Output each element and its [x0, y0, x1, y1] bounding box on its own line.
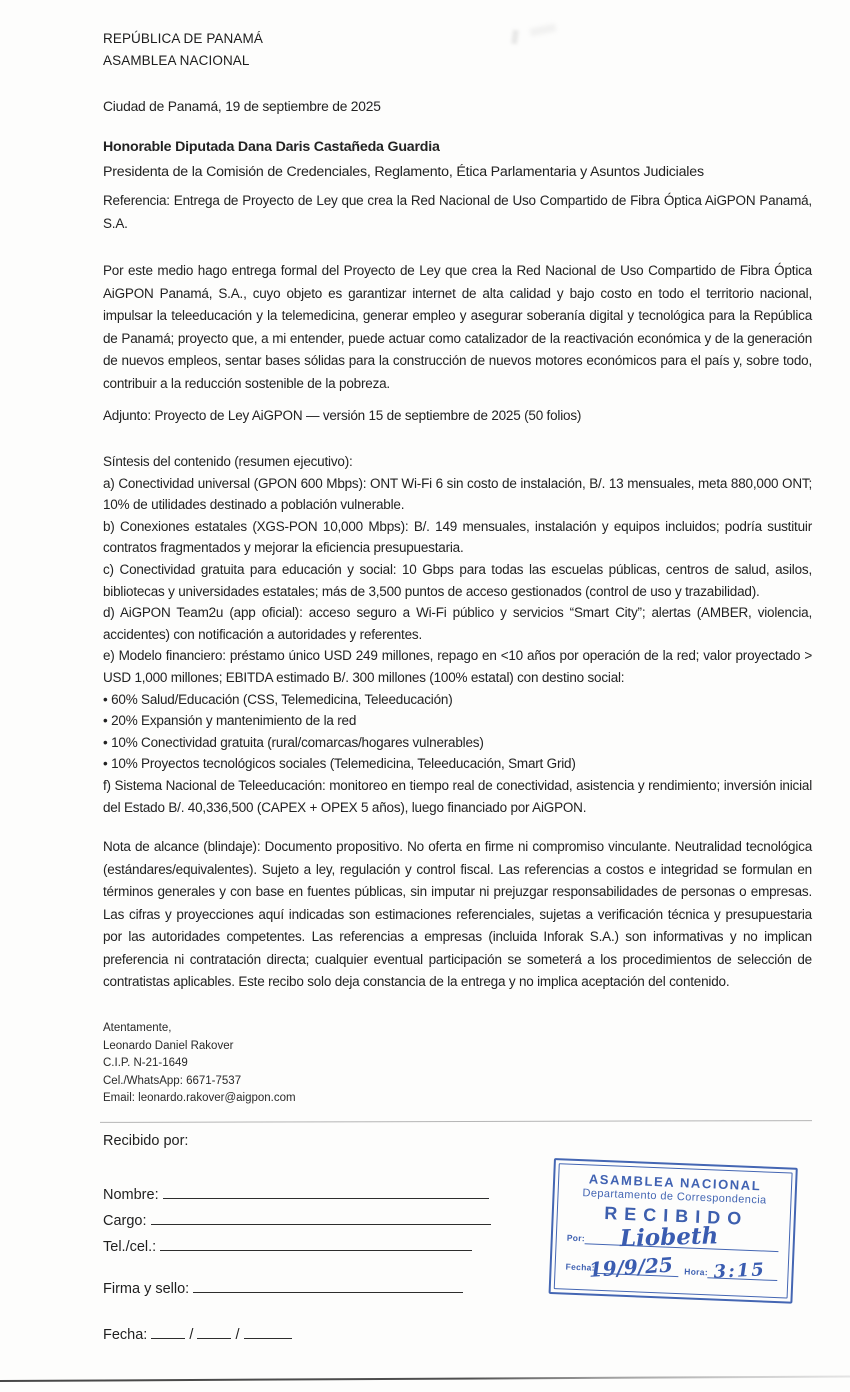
synthesis-bullet-1: • 60% Salud/Educación (CSS, Telemedicina, Teleeducación) [103, 691, 453, 707]
recipient-block [103, 136, 812, 183]
receipt-role-blank [151, 1211, 491, 1225]
reference-paragraph: Referencia: Entrega de Proyecto de Ley que crea la Red Nacional de Uso Compartido de Fibra Óptica AiGPON Panamá, S.A. [103, 193, 812, 231]
scan-artifact-line [0, 1376, 850, 1382]
synthesis-heading: Síntesis del contenido (resumen ejecutivo): [103, 454, 353, 469]
stamp-por-row [566, 1222, 780, 1253]
signature-email: Email: leonardo.rakover@aigpon.com [103, 1092, 296, 1105]
synthesis-bullet-2: • 20% Expansión y mantenimiento de la red [103, 713, 357, 729]
receipt-date-row [103, 1325, 812, 1343]
synthesis-item-a: a) Conectividad universal (GPON 600 Mbps): ONT Wi-Fi 6 sin costo de instalación, B/. 13 mensuales, meta 880,000 ONT; 10% de utilidades destinado a población vulnerable. [103, 475, 812, 513]
receipt-role-label: Cargo: [103, 1213, 147, 1229]
recipient-title: Presidenta de la Comisión de Credenciales, Reglamento, Ética Parlamentaria y Asuntos Judiciales [103, 163, 704, 180]
signature-id: C.I.P. N-21-1649 [103, 1057, 188, 1070]
scope-note-paragraph: Nota de alcance (blindaje): Documento propositivo. No oferta en firme ni compromiso vinculante. Neutralidad tecnológica (estándares/equivalentes). Sujeto a ley, regulación y control fiscal. Las referencias a costos e integridad se formulan en términos generales y con base en fuentes públicas, sin imputar ni prejuzgar responsabilidades de personas o empresas. Las cifras y proyecciones aquí indicadas son estimaciones referenciales, sujetas a verificación técnica y presupuestaria por las autoridades competentes. Las referencias a empresas (incluida Inforak S.A.) son informativas y no implican preferencia ni contratación directa; cualquier eventual participación se someterá a los procedimientos de selección de contratistas aplicables. Este recibo solo deja constancia de la entrega y no implica aceptación del contenido. [103, 839, 812, 989]
receipt-date-label: Fecha: [103, 1327, 148, 1343]
receipt-tel-label: Tel./cel.: [103, 1239, 157, 1255]
letterhead-institution: ASAMBLEA NACIONAL [103, 53, 250, 68]
receipt-date-month-blank [197, 1325, 231, 1339]
letterhead [103, 28, 812, 72]
stamp-fecha-label: Fecha: [565, 1261, 596, 1273]
recipient-name: Honorable Diputada Dana Daris Castañeda Guardia [103, 139, 440, 155]
body-paragraph: Por este medio hago entrega formal del Proyecto de Ley que crea la Red Nacional de Uso Compartido de Fibra Óptica AiGPON Panamá, S.A., cuyo objeto es garantizar internet de alta calidad y bajo costo en todo el territorio nacional, impulsar la teleeducación y la telemedicina, generar empleo y asegurar soberanía digital y tecnológica para la República de Panamá; proyecto que, a mi entender, puede actuar como catalizador de la reactivación económica y de la generación de nuevos empleos, sentar bases sólidas para la construcción de nuevos motores económicos para el país y, sobre todo, contribuir a la reducción sostenible de la pobreza. [103, 263, 812, 391]
attachment-line: Adjunto: Proyecto de Ley AiGPON — versión 15 de septiembre de 2025 (50 folios) [103, 408, 582, 423]
received-stamp-inner-border [554, 1163, 793, 1298]
stamp-hora-label: Hora: [684, 1266, 709, 1278]
signature-block [103, 1020, 812, 1108]
stamp-fecha-row [565, 1252, 777, 1283]
stamp-fecha-line [588, 1252, 679, 1282]
date-line: Ciudad de Panamá, 19 de septiembre de 2025 [103, 99, 381, 114]
letterhead-country: REPÚBLICA DE PANAMÁ [103, 31, 263, 46]
stamp-org-name: ASAMBLEA NACIONAL [588, 1171, 762, 1194]
receipt-name-blank [163, 1185, 489, 1199]
stamp-received-text: RECIBIDO [603, 1203, 749, 1229]
signature-phone: Cel./WhatsApp: 6671-7537 [103, 1074, 242, 1087]
signature-name: Leonardo Daniel Rakover [103, 1039, 234, 1052]
synthesis-item-e: e) Modelo financiero: préstamo único USD 249 millones, repago en <10 años por operación de la red; valor proyectado > USD 1,000 millones; EBITDA estimado B/. 300 millones (100% estatal) con destino social: [103, 648, 812, 685]
synthesis-item-f: f) Sistema Nacional de Teleeducación: monitoreo en tiempo real de conectividad, asistencia y rendimiento; inversión inicial del Estado B/. 40,336,500 (CAPEX + OPEX 5 años), luego financiado por AiGPON. [103, 777, 812, 815]
stamp-department: Departamento de Correspondencia [582, 1187, 767, 1207]
stamp-handwritten-signature: Liobeth [619, 1222, 719, 1253]
synthesis-item-c: c) Conectividad gratuita para educación y social: 10 Gbps para todas las escuelas públicas, centros de salud, asilos, bibliotecas y universidades estatales; más de 3,500 puntos de acceso gestionados (control de uso y trazabilidad). [103, 561, 812, 599]
received-stamp [549, 1158, 798, 1304]
receipt-signature-blank [193, 1279, 463, 1293]
receipt-heading: Recibido por: [103, 1133, 189, 1149]
receipt-date-year-blank [244, 1325, 292, 1339]
synthesis-item-b: b) Conexiones estatales (XGS-PON 10,000 Mbps): B/. 149 mensuales, instalación y equipos incluidos; podría sustituir contratos fragmentados y mejorar la eficiencia presupuestaria. [103, 518, 812, 556]
receipt-tel-blank [160, 1237, 472, 1251]
section-divider [100, 1120, 812, 1123]
synthesis-section [103, 451, 812, 818]
stamp-por-label: Por: [566, 1232, 586, 1244]
receipt-date-day-blank [151, 1325, 185, 1339]
receipt-name-label: Nombre: [103, 1187, 159, 1203]
receipt-signature-label: Firma y sello: [103, 1281, 190, 1297]
stamp-handwritten-time: 3:15 [713, 1259, 767, 1283]
signature-closing: Atentamente, [103, 1022, 172, 1034]
stamp-por-line [585, 1222, 779, 1253]
synthesis-item-d: d) AiGPON Team2u (app oficial): acceso seguro a Wi-Fi público y servicios “Smart City”; alertas (AMBER, violencia, accidentes) con notificación a autoridades y referentes. [103, 605, 812, 642]
synthesis-bullet-4: • 10% Proyectos tecnológicos sociales (Telemedicina, Teleeducación, Smart Grid) [103, 756, 576, 772]
stamp-hora-line [708, 1259, 778, 1283]
receipt-date-slash-2: / [235, 1327, 240, 1343]
synthesis-bullet-3: • 10% Conectividad gratuita (rural/comarcas/hogares vulnerables) [103, 734, 484, 750]
stamp-handwritten-date: 19/9/25 [588, 1252, 674, 1282]
receipt-date-slash-1: / [189, 1327, 194, 1343]
